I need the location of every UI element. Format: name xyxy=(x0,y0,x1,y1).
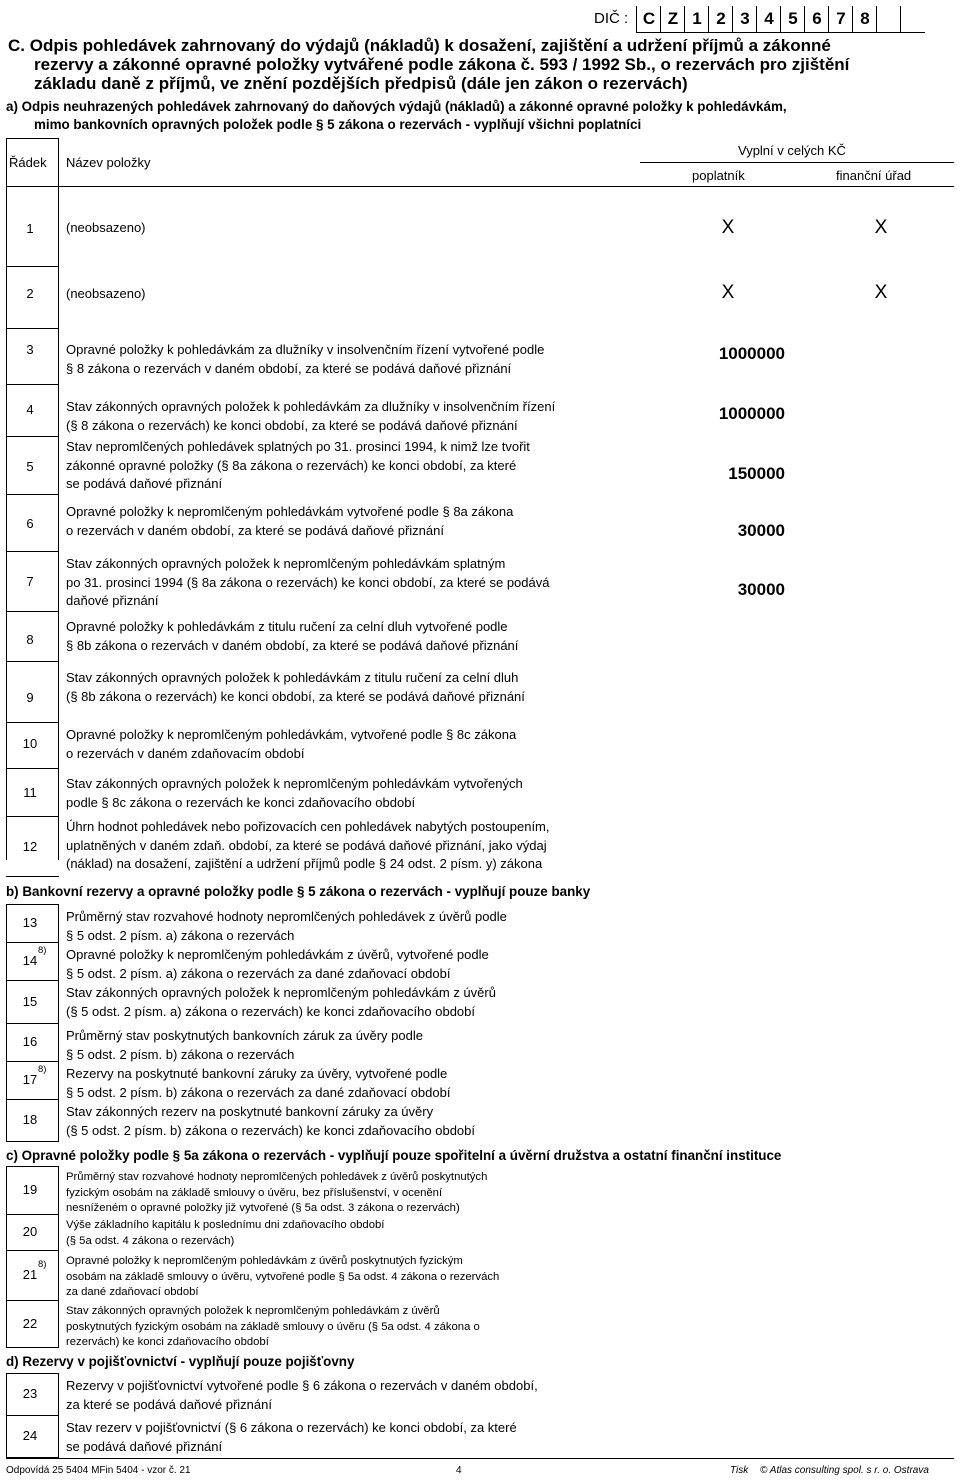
row-description-line: Stav zákonných opravných položek k nepromlčeným pohledávkám vytvořených xyxy=(66,776,523,791)
row-description-line: Stav zákonných opravných položek k pohledávkám z titulu ručení za celní dluh xyxy=(66,670,519,685)
dic-char: 3 xyxy=(740,9,750,28)
row-description xyxy=(66,984,496,1021)
footer-copyright: © Atlas consulting spol. s r. o. Ostrava xyxy=(760,1465,929,1476)
table-a-header-divider xyxy=(640,162,954,163)
row-description-line: daňové přiznání xyxy=(66,593,159,608)
row-number: 13 xyxy=(22,915,38,930)
table-c-left-border xyxy=(6,1166,7,1348)
office-cell-disabled-mark: X xyxy=(874,282,888,303)
row-description xyxy=(66,1218,384,1249)
dic-char-cell[interactable] xyxy=(804,6,829,33)
dic-char: 8 xyxy=(860,9,870,28)
row-description-line: Stav zákonných rezerv na poskytnuté bankovní záruky za úvěry xyxy=(66,1104,434,1119)
row-number: 8 xyxy=(26,632,34,647)
dic-char-cell[interactable] xyxy=(756,6,781,33)
dic-char-cell[interactable] xyxy=(852,6,877,33)
row-number: 2 xyxy=(26,286,34,301)
row-footnote-marker: 8) xyxy=(38,1064,47,1075)
row-description-line: podle § 8c zákona o rezervách ke konci zdaňovacího období xyxy=(66,794,416,810)
row-description-line: Stav nepromlčených pohledávek splatných po 31. prosinci 1994, k nimž lze tvořit xyxy=(66,439,530,454)
row-description xyxy=(66,1419,517,1456)
row-number: 12 xyxy=(22,839,38,854)
subsection-a-title-line2: mimo bankovních opravných položek podle § 5 zákona o rezervách - vyplňují všichni poplatníci xyxy=(34,117,642,132)
table-a-top-border xyxy=(6,138,59,139)
row-description-line: (§ 5 odst. 2 písm. a) zákona o rezervách) ke konci zdaňovacího období xyxy=(66,1003,476,1019)
row-description-line: Výše základního kapitálu k poslednímu dni zdaňovacího období xyxy=(66,1219,385,1231)
row-description xyxy=(66,1103,475,1140)
table-c-column-divider xyxy=(58,1166,59,1348)
row-description xyxy=(66,669,525,706)
header-row-label: Řádek xyxy=(9,155,47,170)
dic-char-cell[interactable] xyxy=(828,6,853,33)
taxpayer-value[interactable]: 1000000 xyxy=(718,404,785,423)
row-description-line: za které se podává daňové přiznání xyxy=(66,1396,272,1412)
dic-char-cell[interactable] xyxy=(708,6,733,33)
row-description-line: fyzickým osobám na základě smlouvy o úvěru, bez příslušenství, v ocenění xyxy=(66,1186,443,1199)
row-description-line: Opravné položky k pohledávkám z titulu ručení za celní dluh vytvořené podle xyxy=(66,619,508,634)
row-separator xyxy=(6,1415,59,1416)
row-number: 9 xyxy=(26,690,34,705)
row-number: 22 xyxy=(22,1316,38,1331)
row-description-line: § 8b zákona o rezervách v daném období, za které se podává daňové přiznání xyxy=(66,637,519,653)
row-description xyxy=(66,285,146,304)
row-separator xyxy=(6,1347,59,1348)
row-number: 11 xyxy=(23,785,37,800)
row-number: 3 xyxy=(26,342,34,357)
row-description-line: rezervách) ke konci zdaňovacího období xyxy=(66,1336,269,1348)
table-d-bottom-border xyxy=(6,1458,954,1459)
row-description-line: Stav rezerv v pojišťovnictví (§ 6 zákona o rezervách) ke konci období, za které xyxy=(66,1420,517,1435)
row-description-line: (§ 8b zákona o rezervách) ke konci období, za které se podává daňové přiznání xyxy=(66,688,525,704)
row-description-line: § 5 odst. 2 písm. a) zákona o rezervách za dané zdaňovací období xyxy=(66,965,451,981)
section-c-title-line3: základu daně z příjmů, ve znění pozdějších předpisů (dále jen zákon o rezervách) xyxy=(34,74,688,93)
row-description-line: (neobsazeno) xyxy=(66,220,146,235)
row-separator xyxy=(6,1061,59,1062)
taxpayer-cell-disabled-mark: X xyxy=(721,282,735,303)
dic-char-cell[interactable] xyxy=(900,6,925,33)
row-description-line: Opravné položky k nepromlčeným pohledávkám z úvěrů poskytnutých fyzickým xyxy=(66,1255,463,1267)
dic-char-cell[interactable] xyxy=(780,6,805,33)
table-d-column-divider xyxy=(58,1373,59,1459)
taxpayer-value[interactable]: 150000 xyxy=(728,464,785,483)
row-separator xyxy=(6,1214,59,1215)
row-description xyxy=(66,1377,538,1414)
dic-char-cell[interactable] xyxy=(636,6,661,33)
row-description-line: osobám na základě smlouvy o úvěru, vytvořené podle § 5a odst. 4 zákona o rezervách xyxy=(66,1270,500,1283)
row-number: 21 xyxy=(22,1267,38,1282)
row-number: 15 xyxy=(22,994,38,1009)
row-separator xyxy=(6,1457,59,1458)
row-description-line: za dané zdaňovací období xyxy=(66,1286,199,1298)
row-number: 19 xyxy=(22,1182,38,1197)
dic-char: 4 xyxy=(764,9,774,28)
row-separator xyxy=(6,980,59,981)
row-description-line: Opravné položky k nepromlčeným pohledávkám z úvěrů, vytvořené podle xyxy=(66,947,489,962)
row-number: 1 xyxy=(26,221,34,236)
row-number: 6 xyxy=(26,516,34,531)
row-number: 4 xyxy=(26,402,34,417)
section-c-title-line1: C. Odpis pohledávek zahrnovaný do výdajů (nákladů) k dosažení, zajištění a udržení příjmů a zákonné xyxy=(8,36,831,55)
row-description xyxy=(66,341,544,378)
dic-char-cell[interactable] xyxy=(876,6,901,33)
row-description-line: Stav zákonných opravných položek k nepromlčeným pohledávkám z úvěrů xyxy=(66,985,496,1000)
subsection-b-title: b) Bankovní rezervy a opravné položky podle § 5 zákona o rezervách - vyplňují pouze banky xyxy=(6,884,591,899)
row-number: 16 xyxy=(22,1034,38,1049)
dic-char-cell[interactable] xyxy=(732,6,757,33)
section-c-title-line2: rezervy a zákonné opravné položky vytvářené podle zákona č. 593 / 1992 Sb., o rezervách pro zjištění xyxy=(34,55,850,74)
table-a-column-divider xyxy=(58,138,59,860)
row-description xyxy=(66,438,530,494)
row-description-line: § 5 odst. 2 písm. a) zákona o rezervách xyxy=(66,927,295,943)
row-description-line: Průměrný stav rozvahové hodnoty nepromlčených pohledávek z úvěrů poskytnutých xyxy=(66,1171,488,1183)
row-separator xyxy=(6,942,59,943)
row-number: 5 xyxy=(26,459,34,474)
row-separator xyxy=(6,266,59,267)
row-description-line: Opravné položky k pohledávkám za dlužníky v insolvenčním řízení vytvořené podle xyxy=(66,342,545,357)
subsection-a-title-line1: a) Odpis neuhrazených pohledávek zahrnovaný do daňových výdajů (nákladů) a zákonné opravné položky k pohledávkám, xyxy=(6,99,787,114)
row-description xyxy=(66,775,523,812)
row-separator xyxy=(6,1099,59,1100)
row-separator xyxy=(6,722,59,723)
row-number: 14 xyxy=(22,953,38,968)
taxpayer-value[interactable]: 30000 xyxy=(737,521,785,540)
row-description-line: Rezervy na poskytnuté bankovní záruky za úvěry, vytvořené podle xyxy=(66,1066,448,1081)
header-office-label: finanční úřad xyxy=(836,168,912,183)
row-footnote-marker: 8) xyxy=(38,1259,47,1270)
row-description xyxy=(66,946,489,983)
row-separator xyxy=(6,328,59,329)
row-separator xyxy=(6,816,59,817)
row-number: 23 xyxy=(22,1386,38,1401)
taxpayer-cell-disabled-mark: X xyxy=(721,217,735,238)
row-number: 24 xyxy=(22,1428,38,1443)
table-c-top-border xyxy=(6,1166,59,1167)
row-description xyxy=(66,1254,499,1301)
row-separator xyxy=(6,1250,59,1251)
dic-char: C xyxy=(642,9,656,28)
row-description-line: se podává daňové přiznání xyxy=(66,1438,223,1454)
row-separator xyxy=(6,611,59,612)
row-description-line: (§ 5 odst. 2 písm. b) zákona o rezervách) ke konci zdaňovacího období xyxy=(66,1122,476,1138)
row-description-line: nesníženém o opravné položky již vytvořené (§ 5a odst. 3 zákona o rezervách) xyxy=(66,1202,460,1214)
row-description-line: poskytnutých fyzickým osobám na základě smlouvy o úvěru (§ 5a odst. 4 zákona o xyxy=(66,1320,480,1333)
dic-char: 7 xyxy=(836,9,846,28)
row-number: 17 xyxy=(22,1072,38,1087)
dic-char-cell[interactable] xyxy=(660,6,685,33)
row-description-line: Stav zákonných opravných položek k pohledávkám za dlužníky v insolvenčním řízení xyxy=(66,399,556,414)
dic-char: 6 xyxy=(812,9,822,28)
taxpayer-value[interactable]: 30000 xyxy=(737,580,785,599)
row-description-line: § 8 zákona o rezervách v daném období, za které se podává daňové přiznání xyxy=(66,360,512,376)
row-description-line: o rezervách v daném zdaňovacím období xyxy=(66,745,305,761)
dic-char: 1 xyxy=(692,9,702,28)
row-separator xyxy=(6,661,59,662)
row-number: 20 xyxy=(22,1224,38,1239)
row-description xyxy=(66,555,549,611)
header-name-label: Název položky xyxy=(66,155,151,170)
row-description-line: Průměrný stav rozvahové hodnoty nepromlčených pohledávek z úvěrů podle xyxy=(66,909,507,924)
dic-label: DIČ : xyxy=(594,10,629,27)
row-description-line: Opravné položky k nepromlčeným pohledávkám, vytvořené podle § 8c zákona xyxy=(66,727,517,742)
table-b-top-border xyxy=(6,904,59,905)
taxpayer-value[interactable]: 1000000 xyxy=(718,344,785,363)
row-description-line: o rezervách v daném období, za které se podává daňové přiznání xyxy=(66,522,444,538)
row-separator xyxy=(6,1023,59,1024)
footer-form-id: Odpovídá 25 5404 MFin 5404 - vzor č. 21 xyxy=(6,1465,191,1476)
row-description-line: (neobsazeno) xyxy=(66,286,146,301)
row-description-line: (§ 8 zákona o rezervách) ke konci období, za které se podává daňové přiznání xyxy=(66,417,518,433)
row-description-line: Rezervy v pojišťovnictví vytvořené podle § 6 zákona o rezervách v daném období, xyxy=(66,1378,538,1393)
table-d-top-border xyxy=(6,1373,59,1374)
row-description-line: se podává daňové přiznání xyxy=(66,476,223,491)
row-separator xyxy=(6,768,59,769)
dic-char: 2 xyxy=(716,9,726,28)
row-separator xyxy=(6,551,59,552)
row-description xyxy=(66,1304,480,1351)
row-description xyxy=(66,726,516,763)
row-description xyxy=(66,1065,450,1102)
row-description-line: Stav zákonných opravných položek k nepromlčeným pohledávkám splatným xyxy=(66,556,506,571)
row-number: 18 xyxy=(22,1112,38,1127)
row-description-line: (náklad) na dosažení, zajištění a udržení příjmů podle § 24 odst. 2 písm. y) zákona xyxy=(66,856,543,871)
row-separator xyxy=(6,1300,59,1301)
row-description xyxy=(66,398,555,435)
table-a-left-border xyxy=(6,138,7,860)
office-cell-disabled-mark: X xyxy=(874,217,888,238)
footer-print-label: Tisk xyxy=(730,1465,749,1476)
row-separator xyxy=(6,876,59,877)
row-description xyxy=(66,818,550,874)
row-separator xyxy=(6,1141,59,1142)
row-description-line: po 31. prosinci 1994 (§ 8a zákona o rezervách) ke konci období, za které se podává xyxy=(66,574,550,590)
table-a-header-bottom xyxy=(6,186,954,187)
row-separator xyxy=(6,494,59,495)
row-description-line: (§ 5a odst. 4 zákona o rezervách) xyxy=(66,1234,235,1247)
dic-char: Z xyxy=(667,9,679,28)
row-description-line: Úhrn hodnot pohledávek nebo pořizovacích cen pohledávek nabytých postoupením, xyxy=(66,819,550,834)
row-number: 7 xyxy=(26,574,34,589)
row-number: 10 xyxy=(22,736,38,751)
row-description xyxy=(66,1027,423,1064)
row-separator xyxy=(6,384,59,385)
row-description xyxy=(66,1170,487,1217)
row-description-line: zákonné opravné položky (§ 8a zákona o rezervách) ke konci období, za které xyxy=(66,457,517,473)
row-description-line: § 5 odst. 2 písm. b) zákona o rezervách xyxy=(66,1046,295,1062)
row-description xyxy=(66,618,518,655)
row-description xyxy=(66,219,146,238)
row-separator xyxy=(6,436,59,437)
row-description-line: Opravné položky k nepromlčeným pohledávkám vytvořené podle § 8a zákona xyxy=(66,504,514,519)
subsection-d-title: d) Rezervy v pojišťovnictví - vyplňují pouze pojišťovny xyxy=(6,1354,355,1369)
row-description-line: Průměrný stav poskytnutých bankovních záruk za úvěry podle xyxy=(66,1028,423,1043)
row-description-line: § 5 odst. 2 písm. b) zákona o rezervách za dané zdaňovací období xyxy=(66,1084,451,1100)
dic-char: 5 xyxy=(788,9,798,28)
subsection-c-title: c) Opravné položky podle § 5a zákona o rezervách - vyplňují pouze spořitelní a úvěrní družstva a ostatní finanční instituce xyxy=(6,1148,782,1163)
footer-page-number: 4 xyxy=(456,1465,462,1476)
row-footnote-marker: 8) xyxy=(38,945,47,956)
row-description xyxy=(66,908,507,945)
row-description-line: Stav zákonných opravných položek k nepromlčeným pohledávkám z úvěrů xyxy=(66,1305,440,1317)
table-d-left-border xyxy=(6,1373,7,1459)
dic-char-cell[interactable] xyxy=(684,6,709,33)
header-fill-label: Vyplní v celých KČ xyxy=(738,143,846,158)
row-description-line: uplatněných v daném zdaň. období, za které se podává daňové přiznání, jako výdaj xyxy=(66,837,547,853)
row-description xyxy=(66,503,513,540)
header-taxpayer-label: poplatník xyxy=(692,168,745,183)
